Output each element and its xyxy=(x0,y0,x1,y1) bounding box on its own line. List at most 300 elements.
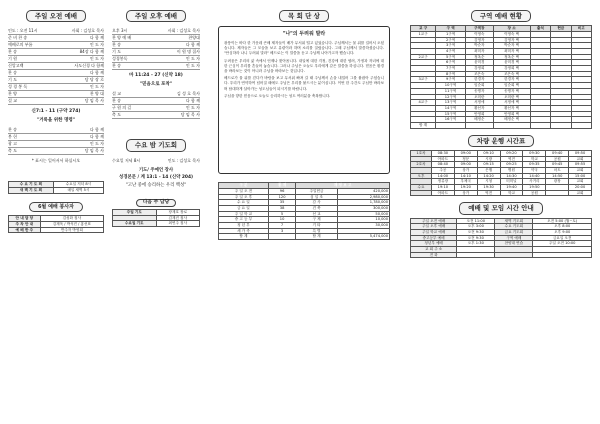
district-cell: 12구역 xyxy=(436,94,466,100)
column-paragraph-2: 두려움은 우리의 삶 속에서 언제나 찾아옵니다. 내일에 대한 걱정, 건강에 대한 염려, 가정과 자녀에 대한 근심이 우리를 흔들어 놓습니다. 그러나 주님은 오늘도 우리에게 같은 말씀을 하십니다. 믿음은 환경을 바라보는 것이 아니라 주님을 바라보는 것입니다. xyxy=(224,58,384,73)
bus-cell: 학교 xyxy=(523,156,546,162)
morning-service-title: 주일 오전 예배 xyxy=(26,10,86,22)
order-item-person: 다 함 께 xyxy=(185,98,200,104)
order-item-name: 찬 송 xyxy=(112,63,121,69)
schedule-cell-t: 오후 1:30 xyxy=(457,241,495,247)
attendance-cell-b xyxy=(268,234,295,240)
order-item-person: 인 도 자 xyxy=(185,105,200,111)
district-header-cell: 장 소 xyxy=(493,26,530,32)
attendance-cell-b: 5 xyxy=(268,211,295,217)
schedule-cell-t: 오전 9:30 xyxy=(457,235,495,241)
district-cell: 8구역 xyxy=(436,71,466,77)
schedule-table xyxy=(410,218,592,259)
order-item-person: 다 함 께 xyxy=(89,127,104,133)
order-item-person: 찬 양 대 xyxy=(89,91,104,97)
district-cell: 박순자 xyxy=(466,43,494,49)
duty-person: 반주자 박영희 xyxy=(40,227,103,233)
district-header-cell: 비고 xyxy=(571,26,591,32)
district-cell: 한경자 댁 xyxy=(493,77,530,83)
order-item-person: 사회 : 김성호 목사 xyxy=(71,28,104,34)
district-cell: 3구역 xyxy=(436,43,466,49)
bus-cell: 공원 xyxy=(546,156,569,162)
attendance-cell-c: 십 일 조 xyxy=(296,194,337,200)
wednesday-leader: 인도 : 김성호 목사 xyxy=(167,157,200,163)
order-item-person: 인 도 자 xyxy=(89,42,104,48)
attendance-cell-b: 96 xyxy=(268,189,295,195)
district-header-cell: 구역장 xyxy=(466,26,494,32)
order-item-name: 오후 3시 xyxy=(112,28,128,34)
district-cell: 임순희 xyxy=(466,83,494,89)
next-duty-table xyxy=(112,209,200,227)
bus-cell: 14:30 xyxy=(500,173,523,179)
district-cell: 합 계 xyxy=(411,122,436,128)
table-row xyxy=(411,190,592,196)
order-item-name: 기 원 xyxy=(8,56,17,62)
bus-cell: 오후 xyxy=(411,173,432,179)
wednesday-topic: 기도/ 주예언 장사 xyxy=(138,167,174,173)
order-item-name: 찬 양 xyxy=(8,91,17,97)
order-item-name: 찬 송 xyxy=(8,127,17,133)
wednesday-sermon-title: "고난 중에 승리하는 우리 백성" xyxy=(125,183,187,189)
order-item-name: 봉 헌 xyxy=(8,134,17,140)
bus-cell: 교회 xyxy=(569,190,592,196)
attendance-cell-c: 기 타 xyxy=(296,223,337,229)
header-statistics: 통 계 xyxy=(268,183,295,189)
bus-cell: 공원 xyxy=(523,190,546,196)
table-row xyxy=(113,221,200,227)
bus-cell: 주공 xyxy=(431,167,454,173)
bus-cell: 터미널 xyxy=(500,179,523,185)
district-cell: 5구역 xyxy=(436,54,466,60)
order-item-name: 축 도 xyxy=(112,112,121,118)
bus-cell: 우체국 xyxy=(454,179,477,185)
district-cell: 이영숙 xyxy=(466,32,494,38)
district-cell xyxy=(466,122,494,128)
evening-after-list xyxy=(112,91,200,119)
attendance-cell-c: 구 제 xyxy=(296,217,337,223)
attendance-cell-b: 35 xyxy=(268,200,295,206)
morning-scripture: 신7:1 - 11 (구약 274) xyxy=(31,109,81,115)
schedule-cell-k: 중고등부 예배 xyxy=(411,235,457,241)
morning-order-list xyxy=(8,28,104,105)
duty-person: 김성화 집사 xyxy=(40,216,103,222)
duty-title: 6월 예배 봉사자 xyxy=(29,202,83,213)
meeting-time: 수요일 저녁 8시 xyxy=(53,182,103,188)
bus-cell: 14:00 xyxy=(431,173,454,179)
order-line xyxy=(8,98,104,105)
table-row xyxy=(9,227,104,233)
morning-after-list xyxy=(8,127,104,155)
morning-service-column xyxy=(8,0,104,233)
table-row xyxy=(219,234,390,240)
district-cell: 1구역 xyxy=(436,32,466,38)
district-cell: 임순희 댁 xyxy=(493,83,530,89)
attendance-cell-c: 선 교 xyxy=(296,211,337,217)
attendance-cell-d: 50,000 xyxy=(337,211,389,217)
district-cell: 2구역 xyxy=(436,37,466,43)
order-item-name: 축 도 xyxy=(8,148,17,154)
district-cell: 9구역 xyxy=(436,77,466,83)
bus-cell: 사거리 xyxy=(523,179,546,185)
bus-cell: 정류장 xyxy=(431,179,454,185)
attendance-cell-d: 30,000 xyxy=(337,223,389,229)
schedule-cell-k: 주일 오전 예배 xyxy=(411,218,457,224)
order-item-name: 준 비 찬 송 xyxy=(8,35,28,41)
bus-cell: 아파트 xyxy=(431,190,454,196)
next-person: 김재진 집사 xyxy=(156,215,199,221)
schedule-cell-t2: 금요일 오전 xyxy=(533,235,592,241)
order-item-name: 인도 : 오전 11시 xyxy=(8,28,38,34)
order-line xyxy=(8,148,104,155)
district-cell: 윤미경 xyxy=(466,60,494,66)
column-box xyxy=(218,26,390,174)
duty-role: 안 내 담 당 xyxy=(9,216,41,222)
schedule-cell-t: 오후 3:00 xyxy=(457,224,495,230)
attendance-cell-d: 1,780,000 xyxy=(337,200,389,206)
schedule-cell-k: 청년부 예배 xyxy=(411,241,457,247)
column-paragraph-1: 광풍이는 바다 한 가운데 큰배 제자들이 배가 무서워 떨고 있었습니다. 주님께서는 물 위를 걸어서 오셨습니다. 제자들은 그 모습을 보고 유령이라 하며 소리를 질렀습니다. 그때 주님께서 말씀하셨습니다. "안심하라 나니 두려워 말라" 베드로는 이 말씀을 듣고 주님께 나아가고자 했습니다. xyxy=(224,40,384,56)
duty-table xyxy=(8,215,104,233)
duty-role: 예 배 반 주 xyxy=(9,227,41,233)
district-cell: 배정순 xyxy=(466,117,494,123)
wednesday-time: 수요일 저녁 8시 xyxy=(112,157,141,163)
table-row xyxy=(411,122,592,128)
attendance-cell-a: 중 고 등 부 xyxy=(219,217,269,223)
evening-service-title: 주일 오후 예배 xyxy=(126,10,186,22)
bus-cell: 마트 xyxy=(546,167,569,173)
district-cell: 송명자 xyxy=(466,88,494,94)
order-item-person: 다 함 께 xyxy=(89,35,104,41)
wednesday-scripture: 성경본문 / 계 13:1 - 14 (신약 204) xyxy=(118,175,194,181)
morning-note: * 표시는 일어서서 하십시오 xyxy=(31,158,81,164)
bus-cell: 20:00 xyxy=(569,185,592,191)
evening-service-column xyxy=(112,0,200,227)
order-item-person: 다 함 께 xyxy=(185,42,200,48)
district-cell: 2교구 xyxy=(411,54,436,60)
district-header-cell: 구 역 xyxy=(436,26,466,32)
bus-cell: 병원 xyxy=(500,167,523,173)
district-title: 구역 예배 현황 xyxy=(471,10,531,22)
order-item-name: 구 원 의 길 xyxy=(112,105,132,111)
district-cell: 정옥순 xyxy=(466,54,494,60)
district-cell: 황선자 xyxy=(466,105,494,111)
district-cell: 조은숙 xyxy=(466,71,494,77)
bus-cell: 역전 xyxy=(477,190,500,196)
bus-cell: 09:30 xyxy=(523,150,546,156)
bus-cell: 은행 xyxy=(477,167,500,173)
bus-cell: 아파트 xyxy=(431,156,454,162)
district-cell: 3교구 xyxy=(411,77,436,83)
bus-cell: 09:45 xyxy=(546,162,569,168)
schedule-cell-t2: 주일 오전 10:00 xyxy=(533,241,592,247)
schedule-cell-t2: 오후 8:00 xyxy=(533,224,592,230)
district-cell: 7구역 xyxy=(436,66,466,72)
order-item-person: 담 임 목 사 xyxy=(180,112,200,118)
next-person: 최연주 집사 xyxy=(156,221,199,227)
bus-cell: 08:30 xyxy=(431,150,454,156)
column-subtitle: "나"의 두려워 말라 xyxy=(282,31,326,38)
district-cell: 14구역 xyxy=(436,105,466,111)
district-cell: 안영희 댁 xyxy=(493,111,530,117)
order-item-name: 신앙고백 xyxy=(8,63,24,69)
order-item-person: 인 도 자 xyxy=(89,84,104,90)
order-item-name: 예배로의 부름 xyxy=(8,42,33,48)
order-item-person: 이 원 명 집사 xyxy=(176,49,200,55)
bus-cell: 09:35 xyxy=(523,162,546,168)
district-cell: 김영자 xyxy=(466,37,494,43)
meeting-time: 매일 새벽 5시 xyxy=(53,187,103,193)
table-row xyxy=(9,187,104,193)
attendance-cell-a: 주 일 학 교 xyxy=(219,211,269,217)
prayer-meeting-box xyxy=(8,181,104,193)
next-person: 장재호 장로 xyxy=(156,210,199,216)
attendance-cell-a: 새 가 족 xyxy=(219,228,269,234)
bus-cell: 시청 xyxy=(477,179,500,185)
district-cell: 안영희 xyxy=(466,111,494,117)
bus-cell: 09:50 xyxy=(569,150,592,156)
district-cell: 1교구 xyxy=(411,32,436,38)
bus-cell: 09:25 xyxy=(500,162,523,168)
attendance-cell-d: 5,474,000 xyxy=(337,234,389,240)
attendance-cell-c: 건 축 xyxy=(296,206,337,212)
header-division: 구 분 xyxy=(219,183,269,189)
next-role: 수요일 기도 xyxy=(113,221,157,227)
attendance-cell-d: 420,000 xyxy=(337,189,389,195)
pastor-column xyxy=(218,0,390,240)
attendance-cell-c: 감 사 xyxy=(296,200,337,206)
order-item-name: 설 교 xyxy=(8,98,17,104)
bus-cell: 09:55 xyxy=(569,162,592,168)
column-paragraph-3: 베드로가 물 위를 걷다가 바람을 보고 무서워 빠져 갈 때 주님께서 손을 내밀어 그를 붙잡아 주셨습니다. 우리가 연약하여 넘어질 때에도 주님은 우리를 붙드시는 분이십니다. 이번 한 주간도 주님만 바라보며 담대하게 살아가는 성도님들이 되시기를 바랍니다. xyxy=(224,76,384,91)
order-item-person: 84장 다 함 께 xyxy=(79,49,104,55)
bus-cell: 상가 xyxy=(454,167,477,173)
district-cell: 최미자 댁 xyxy=(493,49,530,55)
district-cell: 15구역 xyxy=(436,111,466,117)
schedule-cell-k: 주일 학교 예배 xyxy=(411,230,457,236)
schedule-cell-k2 xyxy=(495,252,533,258)
duty-role: 주 차 안 내 xyxy=(9,221,41,227)
district-cell: 최미자 xyxy=(466,49,494,55)
column-title: 목 회 단 상 xyxy=(279,10,329,22)
schedule-cell-t2: 오전 5:00 (월~토) xyxy=(533,218,592,224)
next-role: 주일 기도 xyxy=(113,210,157,216)
district-cell: 조은숙 댁 xyxy=(493,71,530,77)
attendance-cell-b: 3 xyxy=(268,228,295,234)
order-item-name: 설 교 xyxy=(112,91,121,97)
info-column xyxy=(410,0,592,258)
schedule-cell-k2: 구역 예배 xyxy=(495,235,533,241)
attendance-cell-a: 청 년 부 xyxy=(219,223,269,229)
attendance-cell-d: 10,000 xyxy=(337,217,389,223)
order-item-person: 인 도 자 xyxy=(185,63,200,69)
bus-cell: 19:50 xyxy=(523,185,546,191)
order-item-person: 김 성 호 목사 xyxy=(176,91,200,97)
district-cell: 한경자 xyxy=(466,77,494,83)
district-cell: 이영숙 댁 xyxy=(493,32,530,38)
meeting-name: 수 요 기 도 회 xyxy=(9,182,54,188)
meeting-name: 새 벽 기 도 회 xyxy=(9,187,54,193)
district-cell: 4교구 xyxy=(411,100,436,106)
order-item-name: 기 도 xyxy=(8,77,17,83)
bus-cell: 09:15 xyxy=(477,162,500,168)
bus-cell: 약국 xyxy=(523,167,546,173)
attendance-cell-c: 주일헌금 xyxy=(296,189,337,195)
order-item-person: 다 함 께 xyxy=(89,134,104,140)
district-cell: 황선자 댁 xyxy=(493,105,530,111)
attendance-cell-a: 금 요 일 xyxy=(219,206,269,212)
order-item-name: 찬 송 xyxy=(112,42,121,48)
bus-cell: 광장 xyxy=(546,179,569,185)
duty-person: 김재욱 / 박석진 / 홍선표 xyxy=(40,221,103,227)
district-cell: 윤미경 댁 xyxy=(493,60,530,66)
bus-cell: 교회 xyxy=(569,179,592,185)
bus-cell: 역전 xyxy=(500,156,523,162)
evening-scripture: 마 11:24 - 27 (신약 18) xyxy=(129,73,183,79)
district-cell xyxy=(493,122,530,128)
schedule-cell-k: 교 회 주 소 xyxy=(411,247,457,253)
order-line xyxy=(112,63,200,70)
order-item-name: 찬 송 xyxy=(8,49,17,55)
district-header-cell: 헌금 xyxy=(551,26,571,32)
attendance-cell-a: 주 일 오 후 xyxy=(219,194,269,200)
order-item-name: 찬 양 예 배 xyxy=(112,35,132,41)
schedule-cell-k: 주일 오후 예배 xyxy=(411,224,457,230)
attendance-cell-d: 2,980,000 xyxy=(337,194,389,200)
column-sign: 주님을 향한 믿음으로 오늘도 승리하시는 성도 여러분을 축복합니다. xyxy=(224,93,331,98)
attendance-finance-table xyxy=(218,182,390,240)
bus-cell: 14:50 xyxy=(546,173,569,179)
order-item-name: 성 경 봉 독 xyxy=(8,84,28,90)
district-header-cell: 출석 xyxy=(530,26,550,32)
order-item-name: 기 도 xyxy=(112,49,121,55)
bus-cell: 14:20 xyxy=(477,173,500,179)
schedule-cell-t: 오전 9:30 xyxy=(457,230,495,236)
bus-cell: 15:00 xyxy=(569,173,592,179)
order-item-person: 담 당 장 로 xyxy=(84,77,104,83)
bus-cell: 19:20 xyxy=(454,185,477,191)
bus-cell: 19:30 xyxy=(477,185,500,191)
schedule-cell-k2: 금요 기도회 xyxy=(495,230,533,236)
bus-cell: 19:40 xyxy=(500,185,523,191)
order-item-name: 찬 송 xyxy=(8,70,17,76)
district-cell: 서정애 xyxy=(466,100,494,106)
bus-cell: 2호차 xyxy=(411,162,432,168)
district-cell: 강정희 xyxy=(466,66,494,72)
order-line xyxy=(112,112,200,119)
evening-order-list xyxy=(112,28,200,70)
attendance-cell-c: 합 계 xyxy=(296,234,337,240)
bus-table xyxy=(410,150,592,196)
district-cell: 김영자 댁 xyxy=(493,37,530,43)
attendance-cell-b: 10 xyxy=(268,217,295,223)
district-cell: 11구역 xyxy=(436,88,466,94)
attendance-cell-b: 120 xyxy=(268,194,295,200)
district-cell: 오미란 xyxy=(466,94,494,100)
bus-cell: 09:00 xyxy=(454,162,477,168)
district-table xyxy=(410,25,592,128)
bus-cell xyxy=(546,190,569,196)
order-item-person: 인 도 자 xyxy=(89,56,104,62)
bus-cell: 정문 xyxy=(454,156,477,162)
district-cell: 6구역 xyxy=(436,60,466,66)
bus-cell: 09:40 xyxy=(546,150,569,156)
bus-cell: 14:40 xyxy=(523,173,546,179)
bus-cell: 교회 xyxy=(569,167,592,173)
bus-cell: 상가 xyxy=(454,190,477,196)
order-item-person: 담 임 목 사 xyxy=(84,98,104,104)
order-item-name: 찬 송 xyxy=(112,98,121,104)
attendance-cell-d: 300,000 xyxy=(337,206,389,212)
table-row xyxy=(411,252,592,258)
district-cell: 서정애 댁 xyxy=(493,100,530,106)
bus-cell: 09:00 xyxy=(454,150,477,156)
wednesday-title: 수요 밤 기도회 xyxy=(126,139,186,151)
district-cell: 13구역 xyxy=(436,100,466,106)
schedule-cell-k: 전 화 xyxy=(411,252,457,258)
schedule-cell-t2: 오후 9:00 xyxy=(533,230,592,236)
bus-cell xyxy=(411,190,432,196)
order-item-person: 찬양대 xyxy=(188,35,200,41)
order-item-person: 다 함 께 xyxy=(89,70,104,76)
district-cell: 오미란 댁 xyxy=(493,94,530,100)
attendance-cell-a: 주 일 오 전 xyxy=(219,189,269,195)
attendance-cell-a: 수 요 일 xyxy=(219,200,269,206)
evening-sermon-title: "믿음으로 포착" xyxy=(139,82,173,88)
bus-cell: 수요 xyxy=(411,185,432,191)
district-cell: 송명자 댁 xyxy=(493,88,530,94)
attendance-cell-b: 38 xyxy=(268,206,295,212)
schedule-cell-t: 오전 11:00 xyxy=(457,218,495,224)
district-cell: 10구역 xyxy=(436,83,466,89)
header-finance: 재 정 보 고 xyxy=(296,183,390,189)
bus-cell: 08:40 xyxy=(431,162,454,168)
district-cell: 배정순 댁 xyxy=(493,117,530,123)
attendance-cell-a: 합 계 xyxy=(219,234,269,240)
schedule-title: 예배 및 모임 시간 안내 xyxy=(459,202,543,214)
district-cell xyxy=(436,122,466,128)
district-cell: 강정희 댁 xyxy=(493,66,530,72)
next-duty-title: 다음 주 담당 xyxy=(136,199,177,207)
schedule-cell-k2: 찬양대 연습 xyxy=(495,241,533,247)
district-header-cell: 교 구 xyxy=(411,26,436,32)
order-item-person: 사도신경 다 함께 xyxy=(74,63,104,69)
order-item-person: 인 도 자 xyxy=(185,56,200,62)
bus-cell: 09:10 xyxy=(477,150,500,156)
order-item-name: 성경봉독 xyxy=(112,56,128,62)
order-item-person: 사회 : 김성호 목사 xyxy=(167,28,200,34)
morning-sermon-title: "거룩을 위한 명령" xyxy=(36,118,76,124)
bus-cell: 시장 xyxy=(477,156,500,162)
attendance-cell-b: 7 xyxy=(268,223,295,229)
bus-cell: 14:10 xyxy=(454,173,477,179)
bus-cell: 학교 xyxy=(500,190,523,196)
district-cell xyxy=(530,122,550,128)
order-item-person: 담 임 목 사 xyxy=(84,148,104,154)
bus-cell: 교회 xyxy=(569,156,592,162)
bus-title: 차량 운행 시간표 xyxy=(468,135,534,147)
district-cell xyxy=(571,122,591,128)
schedule-cell-t xyxy=(457,252,495,258)
district-cell: 16구역 xyxy=(436,117,466,123)
order-item-person: 인 도 자 xyxy=(89,141,104,147)
order-item-name: 광 고 xyxy=(8,141,17,147)
district-cell: 4구역 xyxy=(436,49,466,55)
district-cell: 박순자 댁 xyxy=(493,43,530,49)
bus-cell: 19:10 xyxy=(431,185,454,191)
attendance-cell-c: 특 별 xyxy=(296,228,337,234)
schedule-cell-t2 xyxy=(533,252,592,258)
district-cell xyxy=(551,122,571,128)
